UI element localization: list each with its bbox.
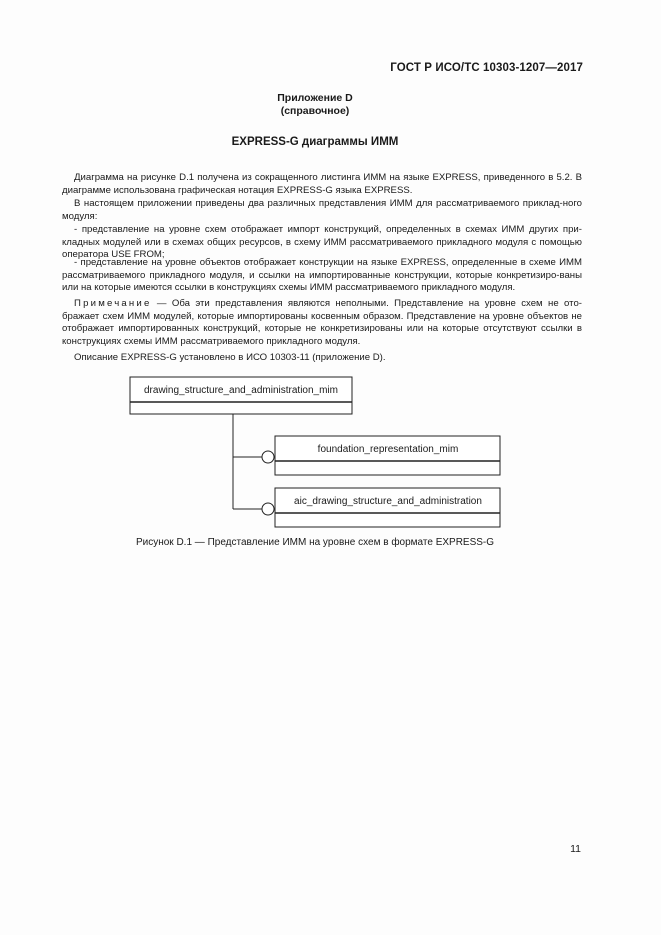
annex-subtitle: (справочное) <box>280 105 350 117</box>
schema-name-imported-2: aic_drawing_structure_and_administration <box>294 496 482 507</box>
annex-title: Приложение D <box>277 92 353 104</box>
page-number: 11 <box>570 843 581 855</box>
use-from-terminator-2 <box>262 503 274 515</box>
note-label: Примечание <box>74 298 152 309</box>
schema-name-main: drawing_structure_and_administration_mim <box>144 385 338 396</box>
section-heading: EXPRESS-G диаграммы ИММ <box>231 136 399 148</box>
note-text: — Оба эти представления являются неполными. Представление на уровне схем не ото-бражает схем ИММ модулей, которые импортированы косвенным образом. Представление на уровне объектов не отображает импортированных конструкций, которые не конкретизированы или на которые отсутствуют ссылки в конструкциях схемы ИММ рассматриваемого прикладного модуля. <box>62 298 582 347</box>
schema-name-imported-1: foundation_representation_mim <box>317 444 459 455</box>
list-item-object-level-text: - представление на уровне объектов отображает конструкции на языке EXPRESS, определенные в схеме ИММ рассматриваемого прикладного модуля, и ссылки на импортированные конструкции, которые конкретизиро-ваны или на которые имеются ссылки в конструкциях схемы ИММ рассматриваемого прикладного модуля. <box>62 257 582 294</box>
figure-caption: Рисунок D.1 — Представление ИММ на уровне схем в формате EXPRESS-G <box>135 537 495 548</box>
use-from-terminator-1 <box>262 451 274 463</box>
paragraph-intro-text: Диаграмма на рисунке D.1 получена из сокращенного листинга ИММ на языке EXPRESS, приведенного в 5.2. В диаграмме использована графическая нотация EXPRESS-G языка EXPRESS. <box>62 172 582 196</box>
paragraph-reference-text: Описание EXPRESS-G установлено в ИСО 10303-11 (приложение D). <box>74 352 386 363</box>
list-item-schema-level-text: - представление на уровне схем отображает импорт конструкций, определенных в схемах ИММ других при-кладных модулей или в схемах общих ресурсов, в схему ИММ рассматриваемого прикладного модуля с помощью оператора USE FROM; <box>62 224 582 261</box>
standard-identifier: ГОСТ Р ИСО/ТС 10303-1207—2017 <box>390 62 583 74</box>
schema-box-imported-2 <box>275 488 500 527</box>
paragraph-views-text: В настоящем приложении приведены два различных представления ИММ для рассматриваемого приклад-ного модуля: <box>62 198 582 222</box>
schema-box-imported-1 <box>275 436 500 475</box>
